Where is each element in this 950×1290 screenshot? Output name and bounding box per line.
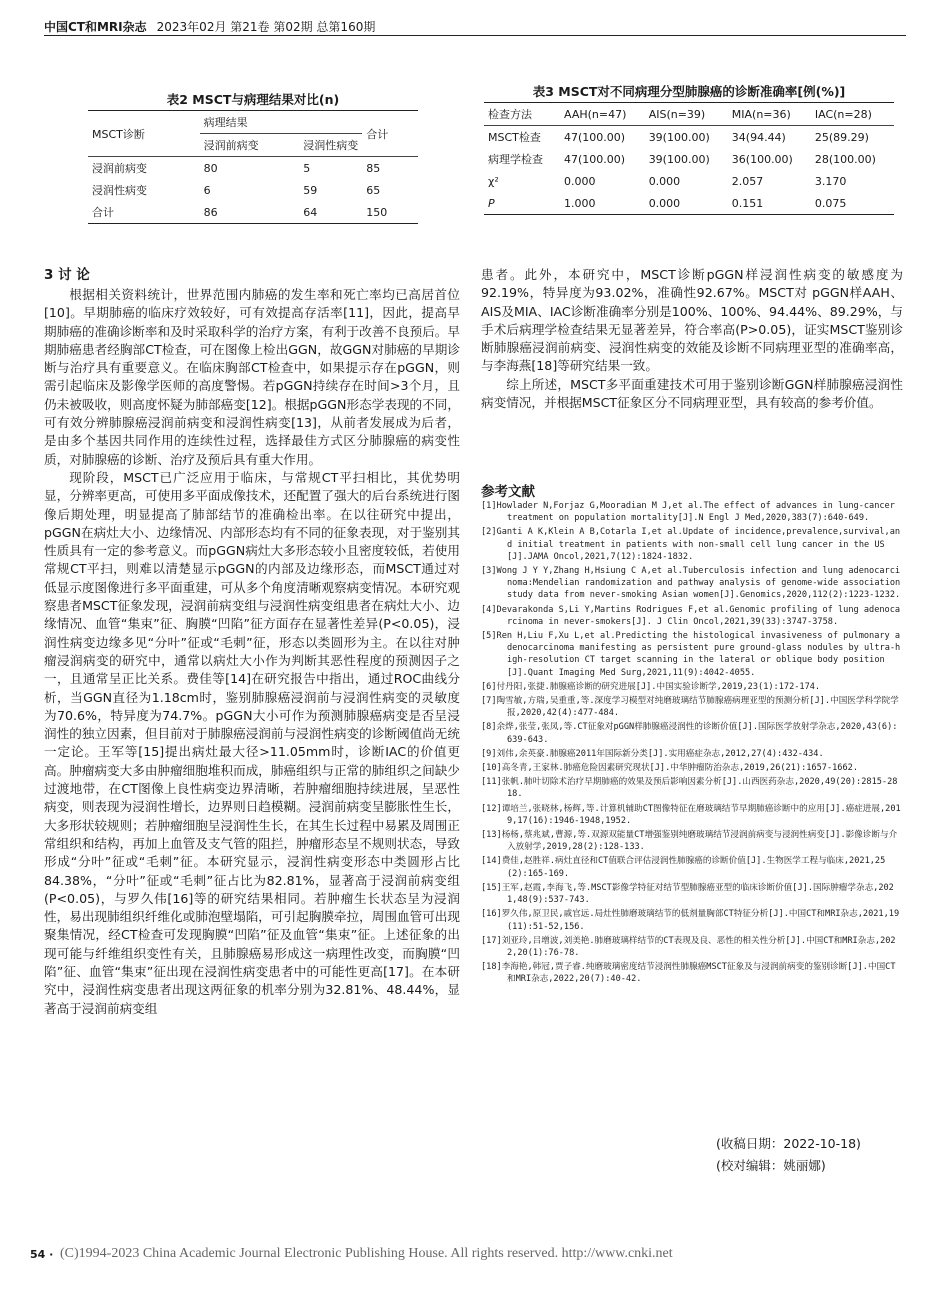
table-row — [88, 157, 418, 180]
table2-sub1: 浸润前病变 — [200, 134, 300, 157]
reference-item: [13]杨杨,蔡兆斌,曹源,等.双源双能量CT增强鉴别纯磨玻璃结节浸润前病变与浸润性病变[J].影像诊断与介入放射学,2019,28(2):128-133. — [481, 830, 898, 853]
body-paragraph: 患者。此外，本研究中，MSCT诊断pGGN样浸润性病变的敏感度为92.19%，特异度为93.02%，准确性92.67%。MSCT对 pGGN样AAH、AIS及MIA、IAC诊断准确率分别是100%、100%、94.44%、89.29%，与手术后病理学检查结果无显著差异，符合率高(P>0.05)，证实MSCT鉴别诊断肺腺癌浸润前病变、浸润性病变的效能及诊断不同病理亚型的准确率高，与李海燕[18]等研究结果一致。 — [481, 267, 903, 374]
table2-sub2: 浸润性病变 — [299, 134, 362, 157]
issue-info: 2023年02月 第21卷 第02期 总第160期 — [156, 20, 376, 34]
table-cell: 80 — [203, 161, 218, 175]
table-header-cell: 检查方法 — [484, 103, 560, 126]
discussion-left-column — [44, 266, 460, 1018]
reference-item: [8]余烨,张莹,张凤,等.CT征象对pGGN样肺腺癌浸润性的诊断价值[J].国际医学放射学杂志,2020,43(6):639-643. — [481, 722, 898, 745]
table-row — [484, 126, 894, 149]
table-cell: 0.151 — [728, 192, 811, 215]
table-cell: 0.075 — [811, 192, 894, 215]
table2-total-label: 合计 — [362, 111, 418, 157]
table-cell: 0.000 — [564, 174, 596, 188]
page-number: 54 · — [30, 1248, 54, 1261]
table-row — [484, 148, 894, 170]
table-cell: 病理学检查 — [488, 153, 543, 166]
body-paragraph: 现阶段，MSCT已广泛应用于临床，与常规CT平扫相比，其优势明显，分辨率更高，可使用多平面成像技术，还配置了强大的后台系统进行图像后期处理，明显提高了肺部结节的准确检出率。在以往研究中提出，pGGN在病灶大小、边缘情况、内部形态均有不同的征象表现，对于鉴别其性质具有一定的参考意义。而pGGN病灶大多形态较小且密度较低，若使用常规CT平扫，则难以清楚显示pGGN的内部及边缘形态，而MSCT通过对低显示度图像进行多平面重建，可从多个角度清晰观察病变情况。本研究观察患者MSCT征象发现，浸润前病变组与浸润性病变组患者在病灶大小、边缘情况、血管“集束”征、胸膜“凹陷”征方面存在显著性差异(P<0.05)，浸润性病变边缘多见“分叶”征或“毛刺”征，形态以类圆形为主。在以往对肿瘤浸润病变的研究中，通常以病灶大小作为判断其恶性程度的预测因子之一，且通常呈正比关系。费佳等[14]在研究报告中指出，通过ROC曲线分析，当GGN直径为1.18cm时，鉴别肺腺癌浸润前与浸润性病变的灵敏度为70.6%，特异度为74.7%。pGGN大小可作为预测肺腺癌病变是否呈浸润性的独立因素，但目前对于肺腺癌浸润前与浸润性病变的诊断阈值尚无统一定论。王军等[15]提出病灶最大径>11.05mm时，诊断IAC的价值更高。肿瘤病变大多由肿瘤细胞堆积而成，肺癌组织与正常的肺组织之间缺少过渡地带，在CT图像上良性病变边界清晰，若肿瘤细胞持续进展，呈恶性病变，则表现为浸润性增长，边界则日趋模糊。浸润前病变呈膨胀性生长，大多形状较规则；若肿瘤细胞呈浸润性生长，在其生长过程中易累及周围正常组织和结构，再加上血管及支气管的阻拦，肿瘤形态呈不规则状态，导致形成“分叶”征或“毛刺”征。本研究显示，浸润性病变形态中类圆形占比84.38%，“分叶”征或“毛刺”征占比为82.81%，显著高于浸润前病变组(P<0.05)，与罗久伟[16]等的研究结果相同。若肿瘤生长状态呈为浸润性，易出现肺组织纤维化或肺泡壁塌陷，可引起胸膜牵拉，周围血管可出现聚集情况，经CT检查可发现胸膜“凹陷”征及血管“集束”征。上述征象的出现可能与纤维组织变性有关，且肺腺癌易形成这一病理性改变，而胸膜“凹陷”征、血管“集束”征出现在浸润性病变患者中的可能性更高[17]。在本研究中，浸润性病变患者出现这两征象的机率分别为32.81%、48.44%，显著高于浸润前病变组 — [44, 469, 460, 1016]
table-row — [484, 192, 894, 215]
table-header-cell: MIA(n=36) — [728, 103, 811, 126]
table-cell: 47(100.00) — [564, 152, 626, 166]
journal-name: 中国CT和MRI杂志 — [44, 20, 147, 34]
reference-item: [3]Wong J Y Y,Zhang H,Hsiung C A,et al.Tuberculosis infection and lung adenocarcinoma:Mendelian randomization and pathway analysis of genome-wide association study data from never-smoking Asian women[J].Genomics,2020,112(2):1223-1232. — [481, 566, 901, 601]
table-cell: χ² — [488, 174, 499, 188]
reference-item: [5]Ren H,Liu F,Xu L,et al.Predicting the histological invasiveness of pulmonary adenocarcinoma manifesting as persistent pure ground-glass nodules by ultra-high-resolution CT target scanning in the lateral or oblique body position[J].Quant Imaging Med Surg,2021,11(9):4042-4055. — [481, 631, 901, 678]
reference-item: [2]Ganti A K,Klein A B,Cotarla I,et al.Update of incidence,prevalence,survival,and initial treatment in patients with non-small cell lung cancer in the US[J].JAMA Oncol,2021,7(12):1824-1832. — [481, 527, 901, 562]
table3 — [484, 102, 894, 215]
references-heading: 参考文献 — [481, 484, 535, 500]
copyright-line: (C)1994-2023 China Academic Journal Electronic Publishing House. All rights reserved. http://www.cnki.net — [60, 1246, 673, 1261]
reference-item: [15]王军,赵霞,李海飞,等.MSCT影像学特征对结节型肺腺癌亚型的临床诊断价值[J].国际肿瘤学杂志,2021,48(9):537-743. — [481, 882, 894, 906]
table-cell: 47(100.00) — [564, 130, 626, 144]
table-cell: 0.000 — [645, 192, 728, 215]
reference-item: [9]刘伟,余英豪.肺腺癌2011年国际新分类[J].实用癌症杂志,2012,27(4):432-434. — [481, 748, 824, 759]
table-cell: 浸润前病变 — [92, 162, 147, 175]
table-cell: MSCT检查 — [488, 131, 541, 144]
table-row — [484, 170, 894, 192]
table-header-cell: IAC(n=28) — [811, 103, 894, 126]
reference-item: [10]高冬青,王家林.肺癌危险因素研究现状[J].中华肿瘤防治杂志,2019,26(21):1657-1662. — [481, 763, 858, 774]
reference-item: [6]付丹阳,张捷.肺腺癌诊断的研究进展[J].中国实验诊断学,2019,23(1):172-174. — [481, 681, 821, 692]
reference-item: [7]陶雪敏,方瑞,吴重重,等.深度学习模型对纯磨玻璃结节肺腺癌病理亚型的预测分析[J].中国医学科学院学报,2020,42(4):477-484. — [481, 696, 899, 719]
table-cell: 浸润性病变 — [92, 184, 147, 197]
table-cell: 34(94.44) — [731, 130, 786, 144]
table-header-row — [484, 103, 894, 126]
reference-item: [16]罗久伟,原卫民,戚官远.局灶性肺磨玻璃结节的低剂量胸部CT特征分析[J].中国CT和MRI杂志,2021,19(11):51-52,156. — [481, 909, 900, 932]
table-cell: P — [484, 192, 560, 215]
table2 — [88, 110, 418, 224]
table2-caption: 表2 MSCT与病理结果对比(n) — [166, 92, 340, 107]
reference-item: [1]Howlader N,Forjaz G,Mooradian M J,et al.The effect of advances in lung-cancer treatment on population mortality[J].N Engl J Med,2020,383(7):640-649. — [481, 501, 895, 524]
table-cell: 5 — [303, 161, 311, 175]
table-row — [88, 179, 418, 201]
reference-item: [12]谭培兰,张晓林,杨辉,等.计算机辅助CT图像特征在磨玻璃结节早期肺癌诊断中的应用[J].癌症进展,2019,17(16):1946-1948,1952. — [481, 803, 901, 826]
table2-col-label: MSCT诊断 — [88, 111, 200, 157]
table-cell: 64 — [299, 201, 362, 224]
table-cell: 0.000 — [648, 174, 681, 188]
table-header-cell: AAH(n=47) — [560, 103, 645, 126]
body-paragraph: 综上所述，MSCT多平面重建技术可用于鉴别诊断GGN样肺腺癌浸润性病变情况，并根据MSCT征象区分不同病理亚型，具有较高的参考价值。 — [481, 376, 903, 411]
table3-caption: 表3 MSCT对不同病理分型肺腺癌的诊断准确率[例(%)] — [532, 84, 846, 99]
table-cell: 合计 — [88, 201, 200, 224]
header-rule — [44, 35, 906, 36]
reference-item: [14]费佳,赵胜祥.病灶直径和CT值联合评估浸润性肺腺癌的诊断价值[J].生物医学工程与临床,2021,25(2):165-169. — [481, 856, 886, 879]
body-paragraph: 根据相关资料统计，世界范围内肺癌的发生率和死亡率均已高居首位[10]。早期肺癌的临床疗效较好，可有效提高存活率[11]，因此，提高早期肺癌的准确诊断率和及时采取科学的治疗方案，有利于改善不良预后。早期肺癌患者经胸部CT检查，可在图像上检出GGN，故GGN对肺癌的早期诊断与治疗具有重要意义。在临床胸部CT检查中，如果提示存在pGGN，则需引起临床及影像学医师的高度警惕。若pGGN持续存在时间>3个月，且仍未被吸收，则高度怀疑为肺部癌变[12]。根据pGGN形态学表现的不同，可有效分辨肺腺癌浸润前病变和浸润性病变[13]，从前者发展成为后者，是由多个基因共同作用的连续性过程，选择最佳方式区分肺腺癌的病变性质，对肺腺癌的诊断、治疗及预后具有重大作用。 — [44, 287, 460, 467]
table-cell: 65 — [366, 183, 381, 197]
received-date: (收稿日期：2022-10-18) — [716, 1136, 861, 1151]
journal-header — [44, 18, 375, 35]
reference-item: [17]刘亚玲,吕增波,刘美艳.肺磨玻璃样结节的CT表现及良、恶性的相关性分析[J].中国CT和MRI杂志,2022,20(1):76-78. — [481, 935, 896, 958]
table-cell: 39(100.00) — [648, 130, 710, 144]
table-cell: 36(100.00) — [731, 152, 793, 166]
table-cell: 150 — [362, 201, 418, 224]
table-header-cell: AIS(n=39) — [645, 103, 728, 126]
reference-item: [11]张帆.肺叶切除术治疗早期肺癌的效果及预后影响因素分析[J].山西医药杂志,2020,49(20):2815-2818. — [481, 777, 898, 800]
table-cell: 6 — [203, 183, 211, 197]
editor-note: (校对编辑：姚丽娜) — [716, 1158, 826, 1173]
discussion-right-column — [481, 266, 903, 412]
table-row — [88, 201, 418, 224]
table-cell: 2.057 — [731, 174, 764, 188]
table-cell: 28(100.00) — [814, 152, 876, 166]
table-cell: 1.000 — [560, 192, 645, 215]
table-cell: 39(100.00) — [648, 152, 710, 166]
section-heading: 3 讨 论 — [44, 267, 90, 283]
reference-item: [4]Devarakonda S,Li Y,Martins Rodrigues F,et al.Genomic profiling of lung adenocarcinoma in never-smokers[J]. J Clin Oncol,2021,39(33):3747-3758. — [481, 604, 901, 627]
table-cell: 3.170 — [814, 174, 847, 188]
table-cell: 25(89.29) — [814, 130, 869, 144]
references-list — [481, 500, 901, 988]
table2-group-label: 病理结果 — [200, 111, 363, 134]
table-cell: 85 — [366, 161, 381, 175]
table-cell: 59 — [303, 183, 318, 197]
table-cell: 86 — [200, 201, 300, 224]
reference-item: [18]李海艳,韩冠,贾子睿.纯磨玻璃密度结节浸润性肺腺癌MSCT征象及与浸润前病变的鉴别诊断[J].中国CT和MRI杂志,2022,20(7):40-42. — [481, 962, 896, 985]
